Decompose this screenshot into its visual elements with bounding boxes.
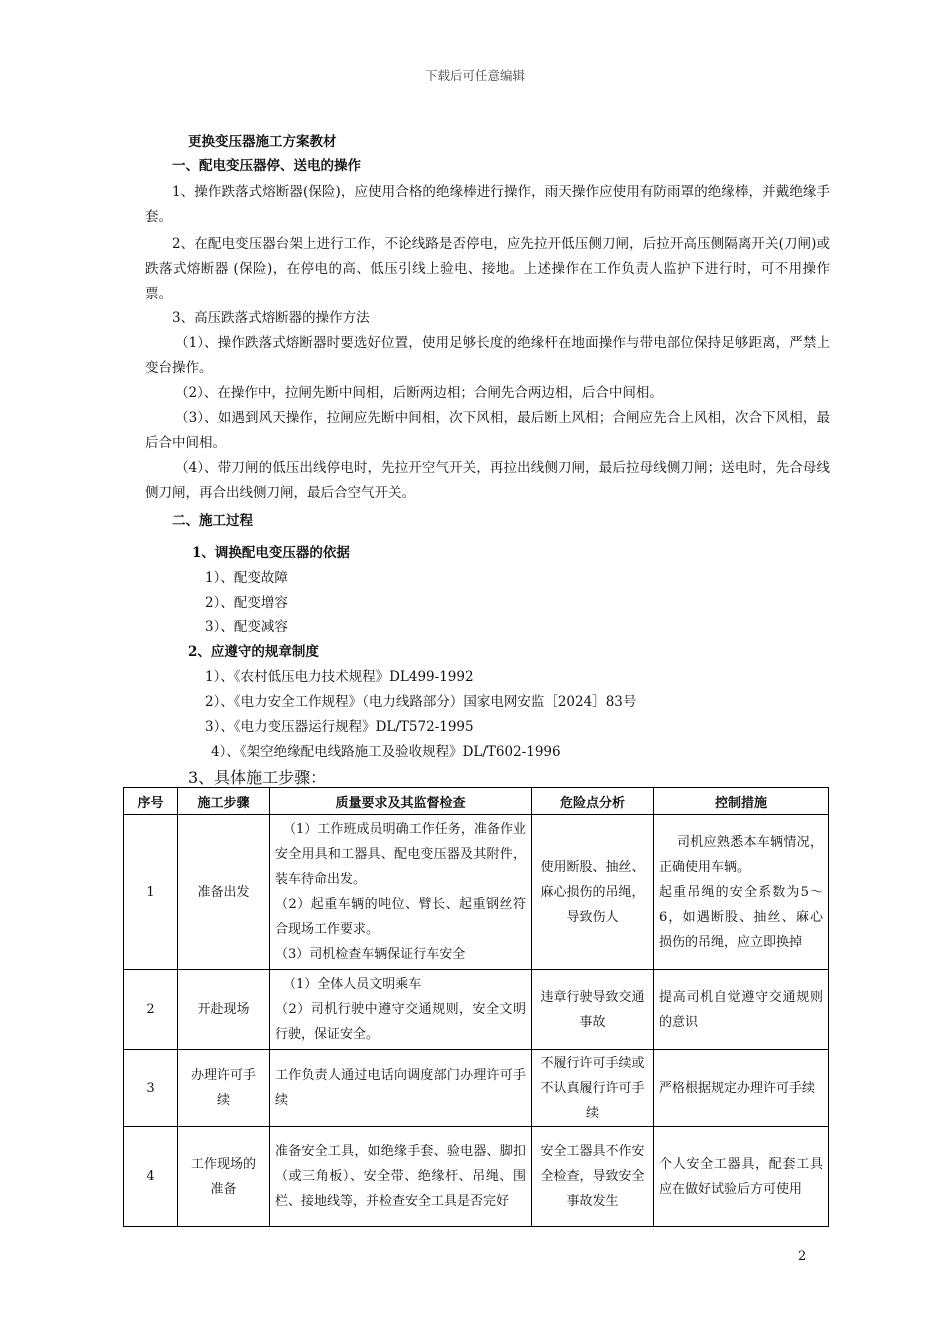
- row-control: [654, 1050, 829, 1127]
- row-risk: 使用断股、抽丝、麻心损伤的吊绳，导致伤人: [532, 815, 654, 970]
- sub2-item-3: 3）、《电力变压器运行规程》DL/T572-1995: [205, 719, 474, 735]
- header-no: 序号: [124, 788, 178, 815]
- row-step: 准备出发: [178, 815, 270, 970]
- section1-para-6: （3）、如遇到风天操作，拉闸应先断中间相，次下风相，最后断上风相；合闸应先合上风相，次合下风相，最后合中间相。: [145, 410, 830, 451]
- sub1-heading: 1、调换配电变压器的依据: [192, 545, 350, 561]
- row-control: [654, 970, 829, 1050]
- control-line: 严格根据规定办理许可手续: [659, 1080, 816, 1096]
- quality-line: 准备安全工具，如绝缘手套、验电器、脚扣（或三角板）、安全带、绝缘杆、吊绳、围栏、接地线等，并检查安全工具是否完好: [275, 1144, 526, 1209]
- sub2-item-4: 4）、《架空绝缘配电线路施工及验收规程》DL/T602-1996: [211, 744, 561, 760]
- section1-para-4: （1）、操作跌落式熔断器时要选好位置，使用足够长度的绝缘杆在地面操作与带电部位保持足够距离，严禁上变台操作。: [145, 335, 830, 376]
- header-risk: 危险点分析: [532, 788, 654, 815]
- sub1-item-1: 1）、配变故障: [205, 570, 288, 586]
- table-header-row: [124, 788, 829, 815]
- section1-para-1: 1、操作跌落式熔断器(保险)，应使用合格的绝缘棒进行操作，雨天操作应使用有防雨罩的绝缘棒，并戴绝缘手套。: [145, 184, 830, 225]
- control-line: 司机应熟悉本车辆情况，正确使用车辆。: [659, 834, 823, 875]
- row-quality: [270, 1127, 532, 1227]
- quality-line: （2）起重车辆的吨位、臂长、起重钢丝符合现场工作要求。: [275, 897, 526, 937]
- row-no: 1: [124, 815, 178, 970]
- row-quality: [270, 1050, 532, 1127]
- table-row: [124, 970, 829, 1050]
- quality-line: （2）司机行驶中遵守交通规则，安全文明行驶，保证安全。: [275, 1002, 526, 1042]
- section1-para-3: 3、高压跌落式熔断器的操作方法: [172, 310, 370, 326]
- section2-heading: 二、施工过程: [172, 513, 253, 529]
- header-step: 施工步骤: [178, 788, 270, 815]
- row-step: 办理许可手续: [178, 1050, 270, 1127]
- table-row: [124, 815, 829, 970]
- sub1-item-3: 3）、配变减容: [205, 619, 288, 635]
- section1-heading: 一、配电变压器停、送电的操作: [172, 158, 361, 174]
- row-no: 3: [124, 1050, 178, 1127]
- sub2-item-2: 2）、《电力安全工作规程》（电力线路部分）国家电网安监［2024］83号: [205, 694, 637, 710]
- sub1-item-2: 2）、配变增容: [205, 595, 288, 611]
- header-quality: 质量要求及其监督检查: [270, 788, 532, 815]
- row-quality: [270, 970, 532, 1050]
- sub2-heading: 2、应遵守的规章制度: [188, 644, 319, 660]
- row-quality: [270, 815, 532, 970]
- row-no: 2: [124, 970, 178, 1050]
- control-line: 起重吊绳的安全系数为5～6，如遇断股、抽丝、麻心损伤的吊绳，应立即换掉: [659, 884, 823, 950]
- control-line: 提高司机自觉遵守交通规则的意识: [659, 989, 823, 1030]
- quality-line: （3）司机检查车辆保证行车安全: [275, 947, 466, 962]
- page-number: 2: [798, 1249, 807, 1264]
- quality-line: （1）工作班成员明确工作任务，准备作业安全用具和工器具、配电变压器及其附件，装车待命出发。: [275, 822, 526, 887]
- section1-para-2: 2、在配电变压器台架上进行工作，不论线路是否停电，应先拉开低压侧刀闸，后拉开高压侧隔离开关(刀闸)或跌落式熔断器 (保险)，在停电的高、低压引线上验电、接地。上述操作在工作负责人监护下进行时，可不用操作票。: [145, 236, 830, 302]
- table-row: [124, 1050, 829, 1127]
- row-risk: 不履行许可手续或不认真履行许可手续: [532, 1050, 654, 1127]
- row-step: 开赴现场: [178, 970, 270, 1050]
- header-control: 控制措施: [654, 788, 829, 815]
- row-step: 工作现场的准备: [178, 1127, 270, 1227]
- section1-para-5: （2）、在操作中，拉闸先断中间相，后断两边相；合闸先合两边相，后合中间相。: [175, 385, 663, 401]
- section1-para-7: （4）、带刀闸的低压出线停电时，先拉开空气开关，再拉出线侧刀闸，最后拉母线侧刀闸；送电时，先合母线侧刀闸，再合出线侧刀闸，最后合空气开关。: [145, 460, 830, 501]
- quality-line: 工作负责人通过电话向调度部门办理许可手续: [275, 1068, 526, 1108]
- table-row: [124, 1127, 829, 1227]
- control-line: 个人安全工器具，配套工具应在做好试验后方可使用: [659, 1156, 823, 1197]
- row-risk: 安全工器具不作安全检查，导致安全事故发生: [532, 1127, 654, 1227]
- document-title: 更换变压器施工方案教材: [188, 134, 337, 150]
- row-control: [654, 1127, 829, 1227]
- construction-steps-table: [123, 787, 829, 1227]
- page-header: 下载后可任意编辑: [424, 68, 525, 83]
- row-no: 4: [124, 1127, 178, 1227]
- quality-line: （1）全体人员文明乘车: [283, 977, 422, 992]
- row-control: [654, 815, 829, 970]
- row-risk: 违章行驶导致交通事故: [532, 970, 654, 1050]
- sub2-item-1: 1）、《农村低压电力技术规程》DL499-1992: [205, 669, 474, 685]
- sub3-heading: 3、具体施工步骤：: [188, 768, 327, 787]
